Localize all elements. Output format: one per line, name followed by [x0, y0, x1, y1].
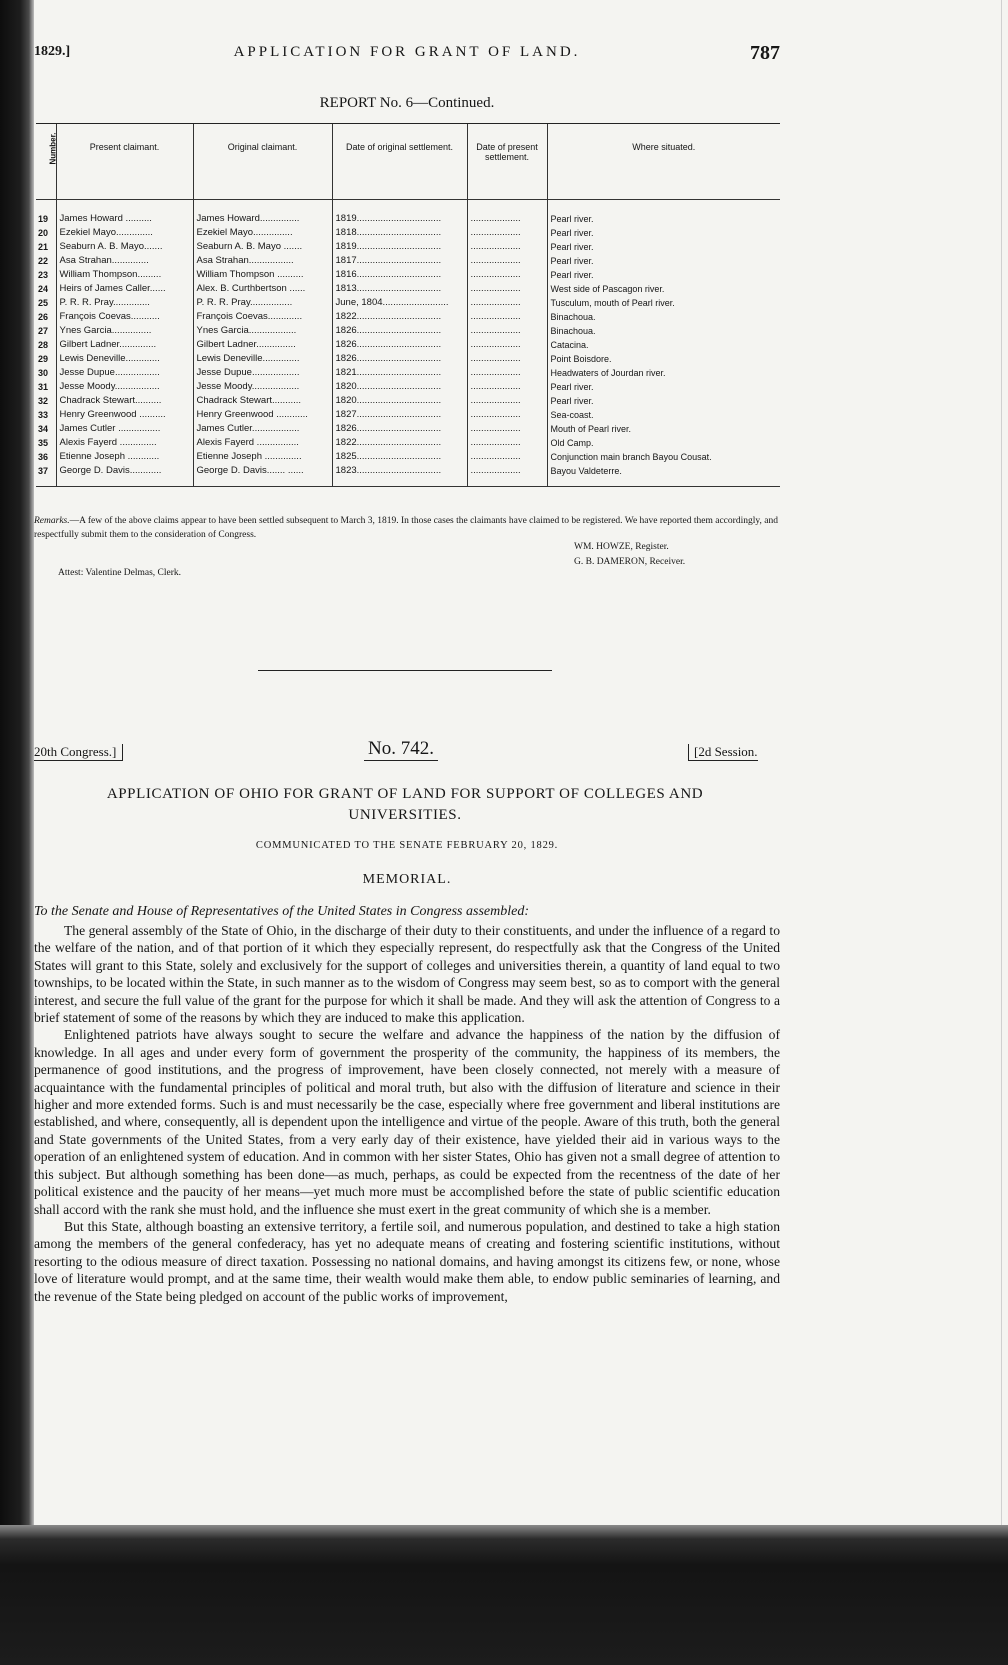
cell-n: 26	[38, 312, 49, 322]
cell-where-situated: Conjunction main branch Bayou Cousat.	[547, 450, 780, 464]
cell-original-claimant: Alex. B. Curthbertson ......	[193, 282, 332, 296]
cell-n: 20	[38, 228, 49, 238]
table-row	[36, 226, 780, 240]
report-title: REPORT No. 6—Continued.	[319, 95, 495, 111]
table-row	[36, 436, 780, 450]
cell-present-claimant: Etienne Joseph ............	[56, 450, 193, 464]
cell-date-present: ...................	[467, 464, 547, 487]
cell-present-claimant: P. R. R. Pray..............	[56, 296, 193, 310]
cell-date-present: ...................	[467, 254, 547, 268]
cell-date-present: ...................	[467, 436, 547, 450]
table-row	[36, 422, 780, 436]
attest-line: Attest: Valentine Delmas, Clerk.	[58, 568, 182, 578]
table-row	[36, 268, 780, 282]
cell-where-situated: Pearl river.	[547, 268, 780, 282]
cell-present-claimant: Heirs of James Caller......	[56, 282, 193, 296]
cell-original-claimant: George D. Davis....... ......	[193, 464, 332, 487]
cell-date-original: 1826................................	[332, 338, 467, 352]
cell-where-situated: Mouth of Pearl river.	[547, 422, 780, 436]
cell-original-claimant: Asa Strahan.................	[193, 254, 332, 268]
running-head-title: APPLICATION FOR GRANT OF LAND.	[233, 44, 581, 60]
table-row	[36, 254, 780, 268]
cell-date-present: ...................	[467, 352, 547, 366]
remarks-text: —A few of the above claims appear to have been settled subsequent to March 3, 1819. In those cases the claimants have claimed to be registered. We have reported them accordingly, and respectfully submit them to the consideration of Congress.	[34, 516, 778, 540]
cell-n: 21	[38, 242, 49, 252]
section-divider	[258, 670, 552, 671]
cell-date-original: 1817................................	[332, 254, 467, 268]
cell-where-situated: Binachoua.	[547, 324, 780, 338]
cell-present-claimant: Lewis Deneville.............	[56, 352, 193, 366]
header-original-claimant: Original claimant.	[193, 124, 332, 200]
cell-present-claimant: Asa Strahan..............	[56, 254, 193, 268]
header-where-situated: Where situated.	[547, 124, 780, 200]
cell-where-situated: Catacina.	[547, 338, 780, 352]
cell-date-original: 1827................................	[332, 408, 467, 422]
cell-original-claimant: Gilbert Ladner...............	[193, 338, 332, 352]
table-row	[36, 366, 780, 380]
cell-n: 36	[38, 452, 49, 462]
cell-date-original: 1816................................	[332, 268, 467, 282]
cell-date-original: 1822................................	[332, 310, 467, 324]
cell-date-present: ...................	[467, 422, 547, 436]
memorial-body	[34, 922, 780, 1305]
cell-n: 24	[38, 284, 49, 294]
cell-date-present: ...................	[467, 338, 547, 352]
cell-n: 22	[38, 256, 49, 266]
cell-original-claimant: Chadrack Stewart...........	[193, 394, 332, 408]
document-title: APPLICATION OF OHIO FOR GRANT OF LAND FOR SUPPORT OF COLLEGES AND UNIVERSITIES.	[106, 786, 704, 823]
cell-where-situated: Pearl river.	[547, 200, 780, 227]
cell-n: 27	[38, 326, 49, 336]
cell-n: 29	[38, 354, 49, 364]
cell-where-situated: Pearl river.	[547, 394, 780, 408]
cell-where-situated: Bayou Valdeterre.	[547, 464, 780, 487]
cell-present-claimant: François Coevas...........	[56, 310, 193, 324]
cell-original-claimant: Henry Greenwood ............	[193, 408, 332, 422]
cell-n: 25	[38, 298, 49, 308]
table-row	[36, 394, 780, 408]
header-number: Number.	[36, 124, 56, 200]
table-row	[36, 408, 780, 422]
scan-bottom-shadow	[0, 1525, 1008, 1665]
cell-date-original: 1813................................	[332, 282, 467, 296]
cell-where-situated: Headwaters of Jourdan river.	[547, 366, 780, 380]
cell-n: 31	[38, 382, 49, 392]
scan-edge	[1001, 0, 1008, 1525]
cell-present-claimant: James Howard ..........	[56, 200, 193, 227]
table-row	[36, 450, 780, 464]
cell-date-original: 1826................................	[332, 422, 467, 436]
table-header-row	[36, 124, 780, 200]
cell-date-present: ...................	[467, 310, 547, 324]
cell-present-claimant: Chadrack Stewart..........	[56, 394, 193, 408]
cell-present-claimant: William Thompson.........	[56, 268, 193, 282]
cell-date-present: ...................	[467, 408, 547, 422]
cell-present-claimant: Seaburn A. B. Mayo.......	[56, 240, 193, 254]
cell-original-claimant: Ynes Garcia..................	[193, 324, 332, 338]
header-date-present: Date of present settlement.	[467, 124, 547, 200]
cell-where-situated: Pearl river.	[547, 226, 780, 240]
document-number: No. 742.	[364, 738, 438, 761]
cell-where-situated: Old Camp.	[547, 436, 780, 450]
cell-where-situated: Tusculum, mouth of Pearl river.	[547, 296, 780, 310]
memorial-address: To the Senate and House of Representatives of the United States in Congress assembled:	[34, 904, 529, 919]
cell-date-present: ...................	[467, 296, 547, 310]
cell-n: 30	[38, 368, 49, 378]
cell-n: 37	[36, 464, 56, 487]
memorial-heading: MEMORIAL.	[362, 872, 452, 887]
table-row	[36, 352, 780, 366]
cell-original-claimant: James Cutler..................	[193, 422, 332, 436]
cell-where-situated: West side of Pascagon river.	[547, 282, 780, 296]
page-number: 787	[750, 42, 780, 64]
table-row	[36, 296, 780, 310]
paragraph: But this State, although boasting an extensive territory, a fertile soil, and numerous population, and destined to take a high station among the members of the general confederacy, has yet no adequate means of creating and fostering scientific institutions, without resorting to the odious measure of direct taxation. Possessing no national domains, and having amongst its citizens few, or none, whose love of literature would prompt, and at the same time, their wealth would make them able, to endow public seminaries of learning, and the revenue of the State being pledged on account of the public works of improvement,	[34, 1218, 780, 1304]
cell-date-original: 1825................................	[332, 450, 467, 464]
cell-date-original: 1821................................	[332, 366, 467, 380]
session-label: [2d Session.	[688, 744, 758, 761]
cell-present-claimant: Jesse Moody.................	[56, 380, 193, 394]
cell-where-situated: Pearl river.	[547, 380, 780, 394]
cell-original-claimant: James Howard...............	[193, 200, 332, 227]
table-row	[36, 464, 780, 487]
cell-date-present: ...................	[467, 240, 547, 254]
running-head	[34, 44, 780, 68]
cell-original-claimant: Jesse Moody..................	[193, 380, 332, 394]
cell-original-claimant: François Coevas.............	[193, 310, 332, 324]
cell-n: 32	[38, 396, 49, 406]
congress-label: 20th Congress.]	[34, 744, 123, 761]
cell-date-original: 1819................................	[332, 200, 467, 227]
cell-date-original: 1826................................	[332, 324, 467, 338]
cell-where-situated: Binachoua.	[547, 310, 780, 324]
cell-original-claimant: Jesse Dupue..................	[193, 366, 332, 380]
cell-present-claimant: Jesse Dupue.................	[56, 366, 193, 380]
cell-present-claimant: Alexis Fayerd ..............	[56, 436, 193, 450]
remarks-label: Remarks.	[34, 516, 70, 526]
cell-original-claimant: P. R. R. Pray................	[193, 296, 332, 310]
cell-where-situated: Pearl river.	[547, 254, 780, 268]
cell-date-present: ...................	[467, 394, 547, 408]
communicated-line: COMMUNICATED TO THE SENATE FEBRUARY 20, 1829.	[255, 840, 559, 851]
cell-date-present: ...................	[467, 366, 547, 380]
signature-receiver: G. B. DAMERON, Receiver.	[574, 557, 686, 567]
cell-date-present: ...................	[467, 450, 547, 464]
cell-original-claimant: Lewis Deneville..............	[193, 352, 332, 366]
table-row	[36, 324, 780, 338]
cell-date-original: 1823................................	[332, 464, 467, 487]
cell-n: 23	[38, 270, 49, 280]
table-row	[36, 338, 780, 352]
paragraph: The general assembly of the State of Ohio, in the discharge of their duty to their constituents, and under the influence of a regard to the welfare of the nation, and of that portion of it which they especially represent, do respectfully ask that the Congress of the United States will grant to this State, solely and exclusively for the support of colleges and universities therein, a quantity of land equal to two townships, to be located within the State, in such manner as to the wisdom of Congress may seem best, so as to comport with the general interest, and secure the full value of the grant for the purpose for which it shall be made. And they will ask the attention of Congress to a brief statement of some of the reasons by which they are induced to make this application.	[34, 923, 780, 1026]
cell-date-original: 1819................................	[332, 240, 467, 254]
paragraph: Enlightened patriots have always sought to secure the welfare and advance the happiness of the nation by the diffusion of knowledge. In all ages and under every form of government the prosperity of the community, the happiness of its members, the permanence of good institutions, and the progress of improvement, have been closely connected, not merely with a measure of acquaintance with the fundamental principles of political and moral truth, but also with the diffusion of literature and science in their higher and more extended forms. Such is and must necessarily be the case, especially where free government and liberal institutions are established, and where, consequently, all is dependent upon the intelligence and virtue of the people. Aware of this truth, both the general and State governments of the United States, from a very early day of their existence, have yielded their aid in various ways to the operation of an enlightened system of education. And in common with her sister States, Ohio has given not a small degree of attention to this subject. But although something has been done—as much, perhaps, as could be expected from the recentness of the date of her political existence and the paucity of her means—yet much more must be accomplished before the state of public scientific education shall accord with the rank she must hold, and the influence she must exert in the great community of which she is a member.	[34, 1027, 780, 1217]
cell-n: 33	[38, 410, 49, 420]
cell-date-present: ...................	[467, 282, 547, 296]
header-date-original: Date of original settlement.	[332, 124, 467, 200]
cell-n: 35	[38, 438, 49, 448]
cell-date-present: ...................	[467, 324, 547, 338]
cell-where-situated: Sea-coast.	[547, 408, 780, 422]
signature-register: WM. HOWZE, Register.	[574, 542, 669, 552]
cell-date-original: 1826................................	[332, 352, 467, 366]
cell-original-claimant: Ezekiel Mayo...............	[193, 226, 332, 240]
cell-original-claimant: Etienne Joseph ..............	[193, 450, 332, 464]
table-row	[36, 310, 780, 324]
cell-present-claimant: Ynes Garcia...............	[56, 324, 193, 338]
cell-original-claimant: William Thompson ..........	[193, 268, 332, 282]
cell-date-original: 1820................................	[332, 380, 467, 394]
running-head-year: 1829.]	[34, 44, 71, 59]
cell-date-original: 1822................................	[332, 436, 467, 450]
cell-where-situated: Point Boisdore.	[547, 352, 780, 366]
cell-n: 19	[38, 214, 49, 224]
table-row	[36, 200, 780, 227]
scan-binding-shadow	[0, 0, 34, 1665]
cell-date-present: ...................	[467, 200, 547, 227]
cell-date-present: ...................	[467, 226, 547, 240]
cell-original-claimant: Seaburn A. B. Mayo .......	[193, 240, 332, 254]
table-row	[36, 240, 780, 254]
cell-present-claimant: Gilbert Ladner..............	[56, 338, 193, 352]
table-row	[36, 380, 780, 394]
cell-present-claimant: Ezekiel Mayo..............	[56, 226, 193, 240]
cell-n: 28	[38, 340, 49, 350]
cell-where-situated: Pearl river.	[547, 240, 780, 254]
cell-n: 34	[38, 424, 49, 434]
cell-date-present: ...................	[467, 268, 547, 282]
header-present-claimant: Present claimant.	[56, 124, 193, 200]
cell-present-claimant: Henry Greenwood ..........	[56, 408, 193, 422]
cell-present-claimant: James Cutler ................	[56, 422, 193, 436]
remarks	[34, 514, 780, 542]
claims-table	[36, 123, 780, 487]
cell-present-claimant: George D. Davis............	[56, 464, 193, 487]
table-row	[36, 282, 780, 296]
cell-date-present: ...................	[467, 380, 547, 394]
cell-date-original: June, 1804.........................	[332, 296, 467, 310]
cell-date-original: 1818................................	[332, 226, 467, 240]
cell-date-original: 1820................................	[332, 394, 467, 408]
cell-original-claimant: Alexis Fayerd ................	[193, 436, 332, 450]
